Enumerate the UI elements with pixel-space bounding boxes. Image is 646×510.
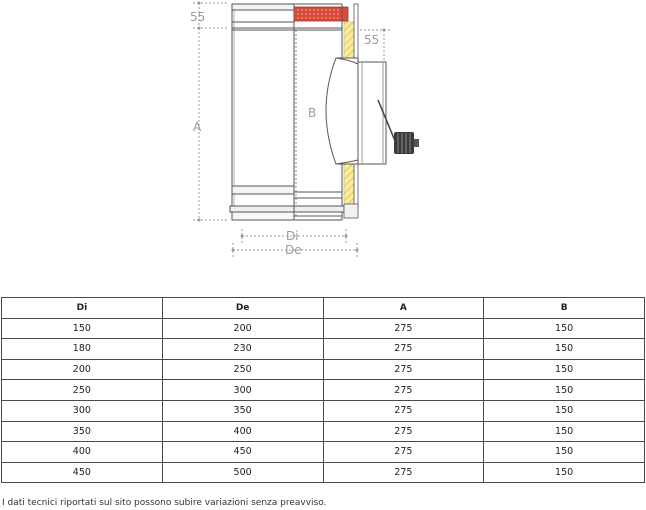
cell-de: 200 <box>162 318 323 339</box>
label-height-a: A <box>193 120 202 134</box>
table-row <box>2 442 645 463</box>
cell-b: 150 <box>484 442 645 463</box>
cell-a: 275 <box>323 380 484 401</box>
cell-b: 150 <box>484 421 645 442</box>
cell-b: 150 <box>484 462 645 483</box>
table-header-row <box>2 298 645 319</box>
insulation-lower <box>344 164 354 206</box>
cell-b: 150 <box>484 339 645 360</box>
cell-a: 275 <box>323 359 484 380</box>
table-row <box>2 421 645 442</box>
cell-de: 250 <box>162 359 323 380</box>
cell-a: 275 <box>323 400 484 421</box>
cell-a: 275 <box>323 442 484 463</box>
table-row <box>2 318 645 339</box>
cell-di: 350 <box>2 421 163 442</box>
table-row <box>2 380 645 401</box>
cell-di: 250 <box>2 380 163 401</box>
cell-b: 150 <box>484 359 645 380</box>
spec-table <box>1 297 645 483</box>
cell-di: 200 <box>2 359 163 380</box>
cell-de: 350 <box>162 400 323 421</box>
cell-di: 180 <box>2 339 163 360</box>
label-inner-diameter: Di <box>286 229 299 243</box>
table-row <box>2 359 645 380</box>
cell-de: 500 <box>162 462 323 483</box>
table-row <box>2 400 645 421</box>
cell-a: 275 <box>323 318 484 339</box>
table-row <box>2 462 645 483</box>
cell-di: 300 <box>2 400 163 421</box>
cell-a: 275 <box>323 339 484 360</box>
cell-b: 150 <box>484 380 645 401</box>
label-height-b: B <box>308 106 317 120</box>
cell-de: 230 <box>162 339 323 360</box>
label-outer-diameter: De <box>285 243 302 257</box>
cell-di: 450 <box>2 462 163 483</box>
cell-de: 300 <box>162 380 323 401</box>
header-a: A <box>323 298 484 319</box>
outer-wall-bottom <box>354 164 358 208</box>
header-b: B <box>484 298 645 319</box>
cell-di: 400 <box>2 442 163 463</box>
cell-a: 275 <box>323 462 484 483</box>
seal-cap <box>342 7 348 21</box>
bottom-flange <box>344 204 358 218</box>
table-row <box>2 339 645 360</box>
label-top-height: 55 <box>190 10 206 24</box>
cell-de: 400 <box>162 421 323 442</box>
cell-de: 450 <box>162 442 323 463</box>
door-knob-icon <box>394 132 419 154</box>
cell-b: 150 <box>484 400 645 421</box>
cell-di: 150 <box>2 318 163 339</box>
label-side-offset: 55 <box>364 33 380 47</box>
header-de: De <box>162 298 323 319</box>
header-di: Di <box>2 298 163 319</box>
top-seal <box>294 7 342 21</box>
outer-wall-top <box>354 4 358 64</box>
inspection-door <box>326 58 398 164</box>
disclaimer-note: I dati tecnici riportati sul sito possono subire variazioni senza preavviso. <box>2 498 327 508</box>
cell-b: 150 <box>484 318 645 339</box>
cell-a: 275 <box>323 421 484 442</box>
